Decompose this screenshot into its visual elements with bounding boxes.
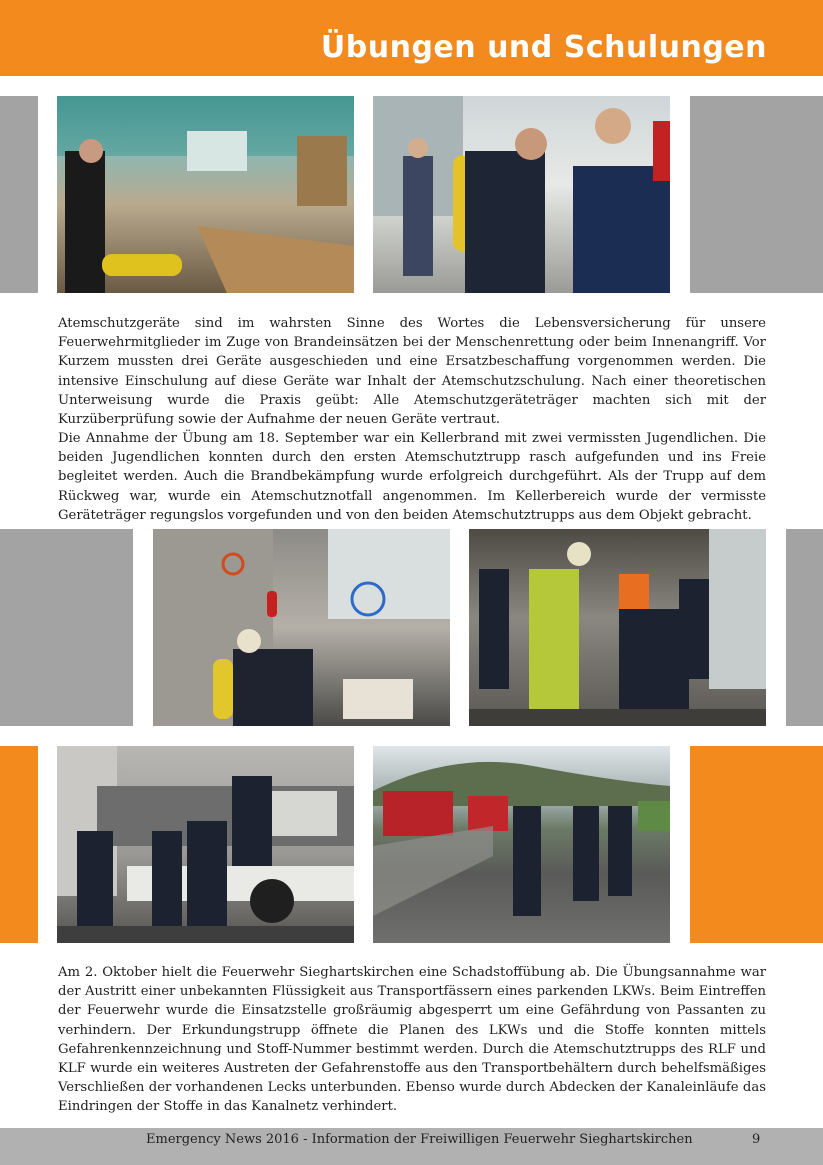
page-title: Übungen und Schulungen (320, 30, 767, 65)
side-block-right-2 (786, 529, 823, 726)
paragraph-cellar-fire-drill: Die Annahme der Übung am 18. September war ein Kellerbrand mit zwei vermissten Jugendlichen. Die beiden Jugendlichen konnten durch den ersten Atemschutztrupp rasch aufgefunden und ins Freie begleitet werden. Auch die Brandbekämpfung wurde erfolgreich durchgeführt. Als der Trupp auf dem Rückweg war, wurde ein Atemschutznotfall angenommen. Im Kellerbereich wurde der vermisste Geräteträger regungslos vorgefunden und von den beiden Atemschutztrupps aus dem Objekt gebracht. (58, 431, 766, 523)
header-banner (0, 0, 823, 76)
side-block-left-1 (0, 96, 38, 293)
footer-text: Emergency News 2016 - Information der Freiwilligen Feuerwehr Sieghartskirchen (146, 1132, 693, 1147)
photo-equipment-room (153, 529, 450, 726)
side-block-left-3 (0, 746, 38, 943)
paragraph-hazmat-drill: Am 2. Oktober hielt die Feuerwehr Sieghartskirchen eine Schadstoffübung ab. Die Übungsannahme war der Austritt einer unbekannten Flüssigkeit aus Transportfässern eines parkenden LKWs. Beim Eintreffen der Feuerwehr wurde die Einsatzstelle großräumig abgesperrt um eine Gefährdung von Passanten zu verhindern. Der Erkundungstrupp öffnete die Planen des LKWs und die Stoffe konnten mittels Gefahrenkennzeichnung und Stoff-Nummer bestimmt werden. Durch die Atemschutztrupps des RLF und KLF wurde ein weiteres Austreten der Gefahrenstoffe aus den Transportbehältern durch behelfsmäßiges Verschließen der vorhandenen Lecks unterbunden. Ebenso wurde durch Abdecken der Kanaleinläufe das Eindringen der Stoffe in das Kanalnetz verhindert. (58, 965, 766, 1115)
photo-equipment-handover (373, 96, 670, 293)
page-number: 9 (752, 1132, 761, 1147)
paragraph-respiratory-training: Atemschutzgeräte sind im wahrsten Sinne des Wortes die Lebensversicherung für unsere Feuerwehrmitglieder im Zuge von Brandeinsätzen bei der Menschenrettung oder beim Innenangriff. Vor Kurzem mussten drei Geräte ausgeschieden und eine Ersatzbeschaffung vorgenommen werden. Die intensive Einschulung auf diese Geräte war Inhalt der Atemschutzschulung. Nach einer theoretischen Unterweisung wurde die Praxis geübt: Alle Atemschutzgeräteträger machten sich mit der Kurzüberprüfung sowie der Aufnahme der neuen Geräte vertraut. (58, 316, 766, 428)
photo-training-room (57, 96, 354, 293)
photo-truck-drill (57, 746, 354, 943)
photo-hazmat-crew (373, 746, 670, 943)
side-block-left-2 (0, 529, 133, 726)
side-block-right-3 (690, 746, 823, 943)
photo-respiratory-teams (469, 529, 766, 726)
side-block-right-1 (690, 96, 823, 293)
footer-bar (0, 1128, 823, 1165)
